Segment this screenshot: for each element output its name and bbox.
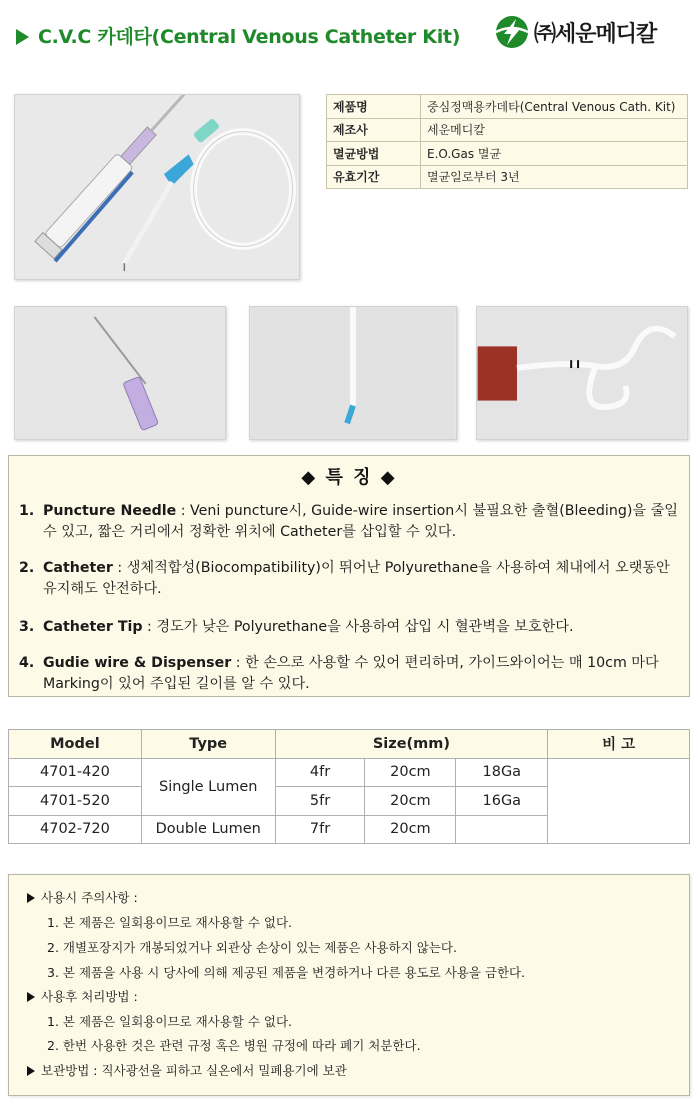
catheter-marking-illustration (477, 307, 687, 439)
needle-photo (14, 306, 226, 440)
spec-value: E.O.Gas 멸균 (421, 142, 688, 166)
storage-line: 보관방법 : 직사광선을 피하고 실온에서 밀폐용기에 보관 (27, 1061, 347, 1079)
caution-item: 3. 본 제품을 사용 시 당사에 의해 제공된 제품을 변경하거나 다른 용도로 사용을 금한다. (47, 965, 526, 980)
features-box (8, 455, 690, 697)
cell-model: 4702-720 (9, 815, 142, 844)
caution-title: 사용시 주의사항 : (27, 888, 138, 906)
bullet-arrow-icon (27, 1066, 35, 1076)
spec-value: 멸균일로부터 3년 (421, 165, 688, 189)
header-model: Model (9, 730, 142, 759)
feature-heading: Catheter (43, 560, 113, 576)
feature-item (19, 558, 683, 600)
feature-text: : Veni puncture시, Guide-wire insertion시 불필요한 출혈(Bleeding)을 줄일 수 있고, 짧은 거리에서 정확한 위치에 Catheter를 삽입할 수 있다. (43, 503, 678, 540)
spec-row (327, 118, 688, 142)
cell-ga: 16Ga (456, 787, 548, 816)
kit-illustration (15, 95, 299, 279)
disposal-item: 2. 한번 사용한 것은 관련 규정 혹은 병원 규정에 따라 폐기 처분한다. (47, 1038, 421, 1053)
cell-len: 20cm (365, 787, 456, 816)
cell-fr: 5fr (275, 787, 365, 816)
feature-number: 4. (19, 655, 35, 671)
spec-row (327, 165, 688, 189)
features-title: ◆ 특 징 ◆ (301, 467, 397, 488)
spec-key: 멸균방법 (327, 142, 421, 166)
feature-number: 2. (19, 560, 35, 576)
seun-logo-icon (494, 14, 530, 50)
cell-type: Double Lumen (141, 815, 275, 844)
caution-item: 1. 본 제품은 일회용이므로 재사용할 수 없다. (47, 915, 293, 930)
feature-number: 1. (19, 503, 35, 519)
header-type: Type (141, 730, 275, 759)
cell-model: 4701-520 (9, 787, 142, 816)
feature-heading: Puncture Needle (43, 503, 177, 519)
spec-value: 중심정맥용카데타(Central Venous Cath. Kit) (421, 95, 688, 119)
spec-key: 제품명 (327, 95, 421, 119)
bullet-arrow-icon (27, 893, 35, 903)
spec-key: 유효기간 (327, 165, 421, 189)
feature-item (19, 501, 683, 543)
cell-ga (456, 815, 548, 844)
cell-len: 20cm (365, 815, 456, 844)
caution-item: 2. 개별포장지가 개봉되었거나 외관상 손상이 있는 제품은 사용하지 않는다. (47, 940, 457, 955)
page-title: C.V.C 카데타(Central Venous Catheter Kit) (38, 26, 461, 48)
catheter-tip-photo (249, 306, 457, 440)
table-row (9, 758, 690, 787)
cell-model: 4701-420 (9, 758, 142, 787)
header-note: 비 고 (548, 730, 690, 759)
cell-ga: 18Ga (456, 758, 548, 787)
spec-table (326, 94, 688, 189)
cell-type: Single Lumen (141, 758, 275, 815)
model-header-row (9, 730, 690, 759)
catheter-marking-photo (476, 306, 688, 440)
cell-fr: 7fr (275, 815, 365, 844)
feature-number: 3. (19, 619, 35, 635)
header-size: Size(mm) (275, 730, 548, 759)
disposal-item: 1. 본 제품은 일회용이므로 재사용할 수 없다. (47, 1014, 293, 1029)
kit-photo (14, 94, 300, 280)
logo-text: ㈜세운메디칼 (534, 22, 657, 47)
spec-row (327, 142, 688, 166)
cell-fr: 4fr (275, 758, 365, 787)
feature-heading: Catheter Tip (43, 619, 143, 635)
spec-value: 세운메디칼 (421, 118, 688, 142)
disposal-title: 사용후 처리방법 : (27, 987, 138, 1005)
feature-heading: Gudie wire & Dispenser (43, 655, 232, 671)
feature-item (19, 653, 683, 695)
cell-len: 20cm (365, 758, 456, 787)
header (0, 0, 700, 70)
feature-text: : 생체적합성(Biocompatibility)이 뛰어난 Polyurethane을 사용하여 체내에서 오랫동안 유지해도 안전하다. (43, 560, 670, 597)
feature-text: : 경도가 낮은 Polyurethane을 사용하여 삽입 시 혈관벽을 보호한다. (142, 619, 574, 635)
catheter-tip-illustration (250, 307, 456, 439)
feature-text: : 한 손으로 사용할 수 있어 편리하며, 가이드와이어는 매 10cm 마다 Marking이 있어 주입된 길이를 알 수 있다. (43, 655, 659, 692)
bullet-arrow-icon (27, 992, 35, 1002)
feature-item (19, 617, 683, 638)
title-arrow-icon (16, 29, 29, 45)
cell-note (548, 758, 690, 844)
company-logo (494, 14, 694, 50)
model-table (8, 729, 690, 844)
needle-illustration (15, 307, 225, 439)
notes-box (8, 874, 690, 1096)
spec-key: 제조사 (327, 118, 421, 142)
spec-row (327, 95, 688, 119)
